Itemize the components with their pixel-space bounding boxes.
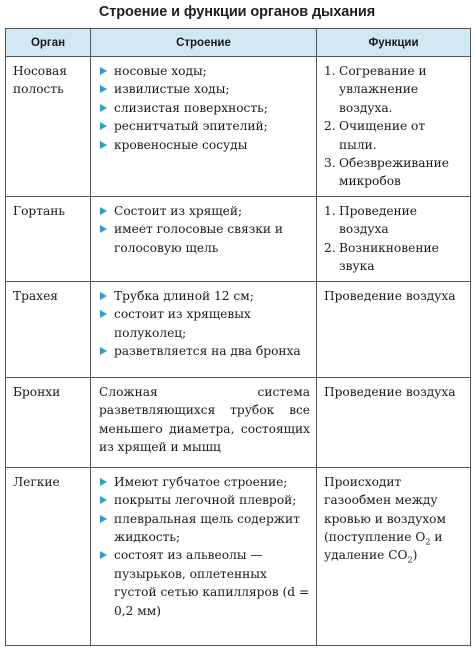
triangle-bullet-icon (100, 551, 107, 559)
triangle-bullet-icon (100, 67, 107, 75)
triangle-bullet-icon (100, 478, 107, 486)
triangle-bullet-icon (100, 122, 107, 130)
list-item: разветвляется на два бронха (99, 342, 310, 360)
list-item: 1. Проведение воздуха (324, 203, 418, 237)
structure-cell: Сложная система разветвляющихся трубок все меньшего диаметра, состоящих из хрящей и мышц (91, 377, 317, 467)
structure-cell (91, 281, 317, 377)
list-item: кровеносные сосуды (99, 136, 310, 154)
table-row (6, 377, 471, 467)
page-title: Строение и функции органов дыхания (98, 4, 376, 20)
triangle-bullet-icon (100, 347, 107, 355)
functions-cell (317, 57, 471, 197)
organ-cell: Бронхи (6, 377, 91, 467)
list-item: извилистые ходы; (99, 80, 310, 98)
list-item: покрыты легочной плеврой; (99, 491, 310, 509)
triangle-bullet-icon (100, 515, 107, 523)
list-item: имеет голосовые связки и голосовую щель (99, 220, 310, 257)
list-item: Имеют губчатое строение; (99, 473, 310, 491)
triangle-bullet-icon (100, 85, 107, 93)
header-organ: Орган (6, 29, 91, 57)
functions-cell (317, 196, 471, 281)
structure-cell (91, 467, 317, 645)
organ-cell: Трахея (6, 281, 91, 377)
list-item: реснитчатый эпителий; (99, 117, 310, 135)
header-functions: Функции (317, 29, 471, 57)
triangle-bullet-icon (100, 310, 107, 318)
table-row (6, 57, 471, 197)
triangle-bullet-icon (100, 292, 107, 300)
triangle-bullet-icon (100, 141, 107, 149)
list-item: носовые ходы; (99, 62, 310, 80)
functions-cell: Проведение воздуха (317, 281, 471, 377)
list-item: 3. Обезвреживание микробов (324, 156, 449, 189)
list-item: 2. Возникновение звука (324, 240, 439, 274)
structure-cell (91, 196, 317, 281)
list-item: плевральная щель содержит жидкость; (99, 510, 310, 547)
list-item: состоят из альвеолы — пузырьков, оплетенных густой сетью капилляров (d = 0,2 мм) (99, 546, 310, 620)
triangle-bullet-icon (100, 104, 107, 112)
triangle-bullet-icon (100, 496, 107, 504)
table-row (6, 196, 471, 281)
respiratory-organs-table (5, 28, 471, 646)
functions-cell: Происходит газообмен между кровью и воздухом (поступление $O_2$ и удаление $CO_2$) (317, 467, 471, 645)
list-item: состоит из хрящевых полуколец; (99, 305, 310, 342)
organ-cell: Носовая полость (6, 57, 91, 197)
table-row (6, 467, 471, 645)
list-item: 2. Очищение от пыли. (324, 119, 426, 152)
header-structure: Строение (91, 29, 317, 57)
table-row (6, 281, 471, 377)
list-item: Трубка длиной 12 см; (99, 287, 310, 305)
triangle-bullet-icon (100, 225, 107, 233)
list-item: Состоит из хрящей; (99, 202, 310, 220)
table-header-row (6, 29, 471, 57)
organ-cell: Легкие (6, 467, 91, 645)
list-item: слизистая поверхность; (99, 99, 310, 117)
triangle-bullet-icon (100, 207, 107, 215)
list-item: 1. Согревание и увлажнение воздуха. (324, 64, 427, 115)
organ-cell: Гортань (6, 196, 91, 281)
functions-cell: Проведение воздуха (317, 377, 471, 467)
structure-cell (91, 57, 317, 197)
